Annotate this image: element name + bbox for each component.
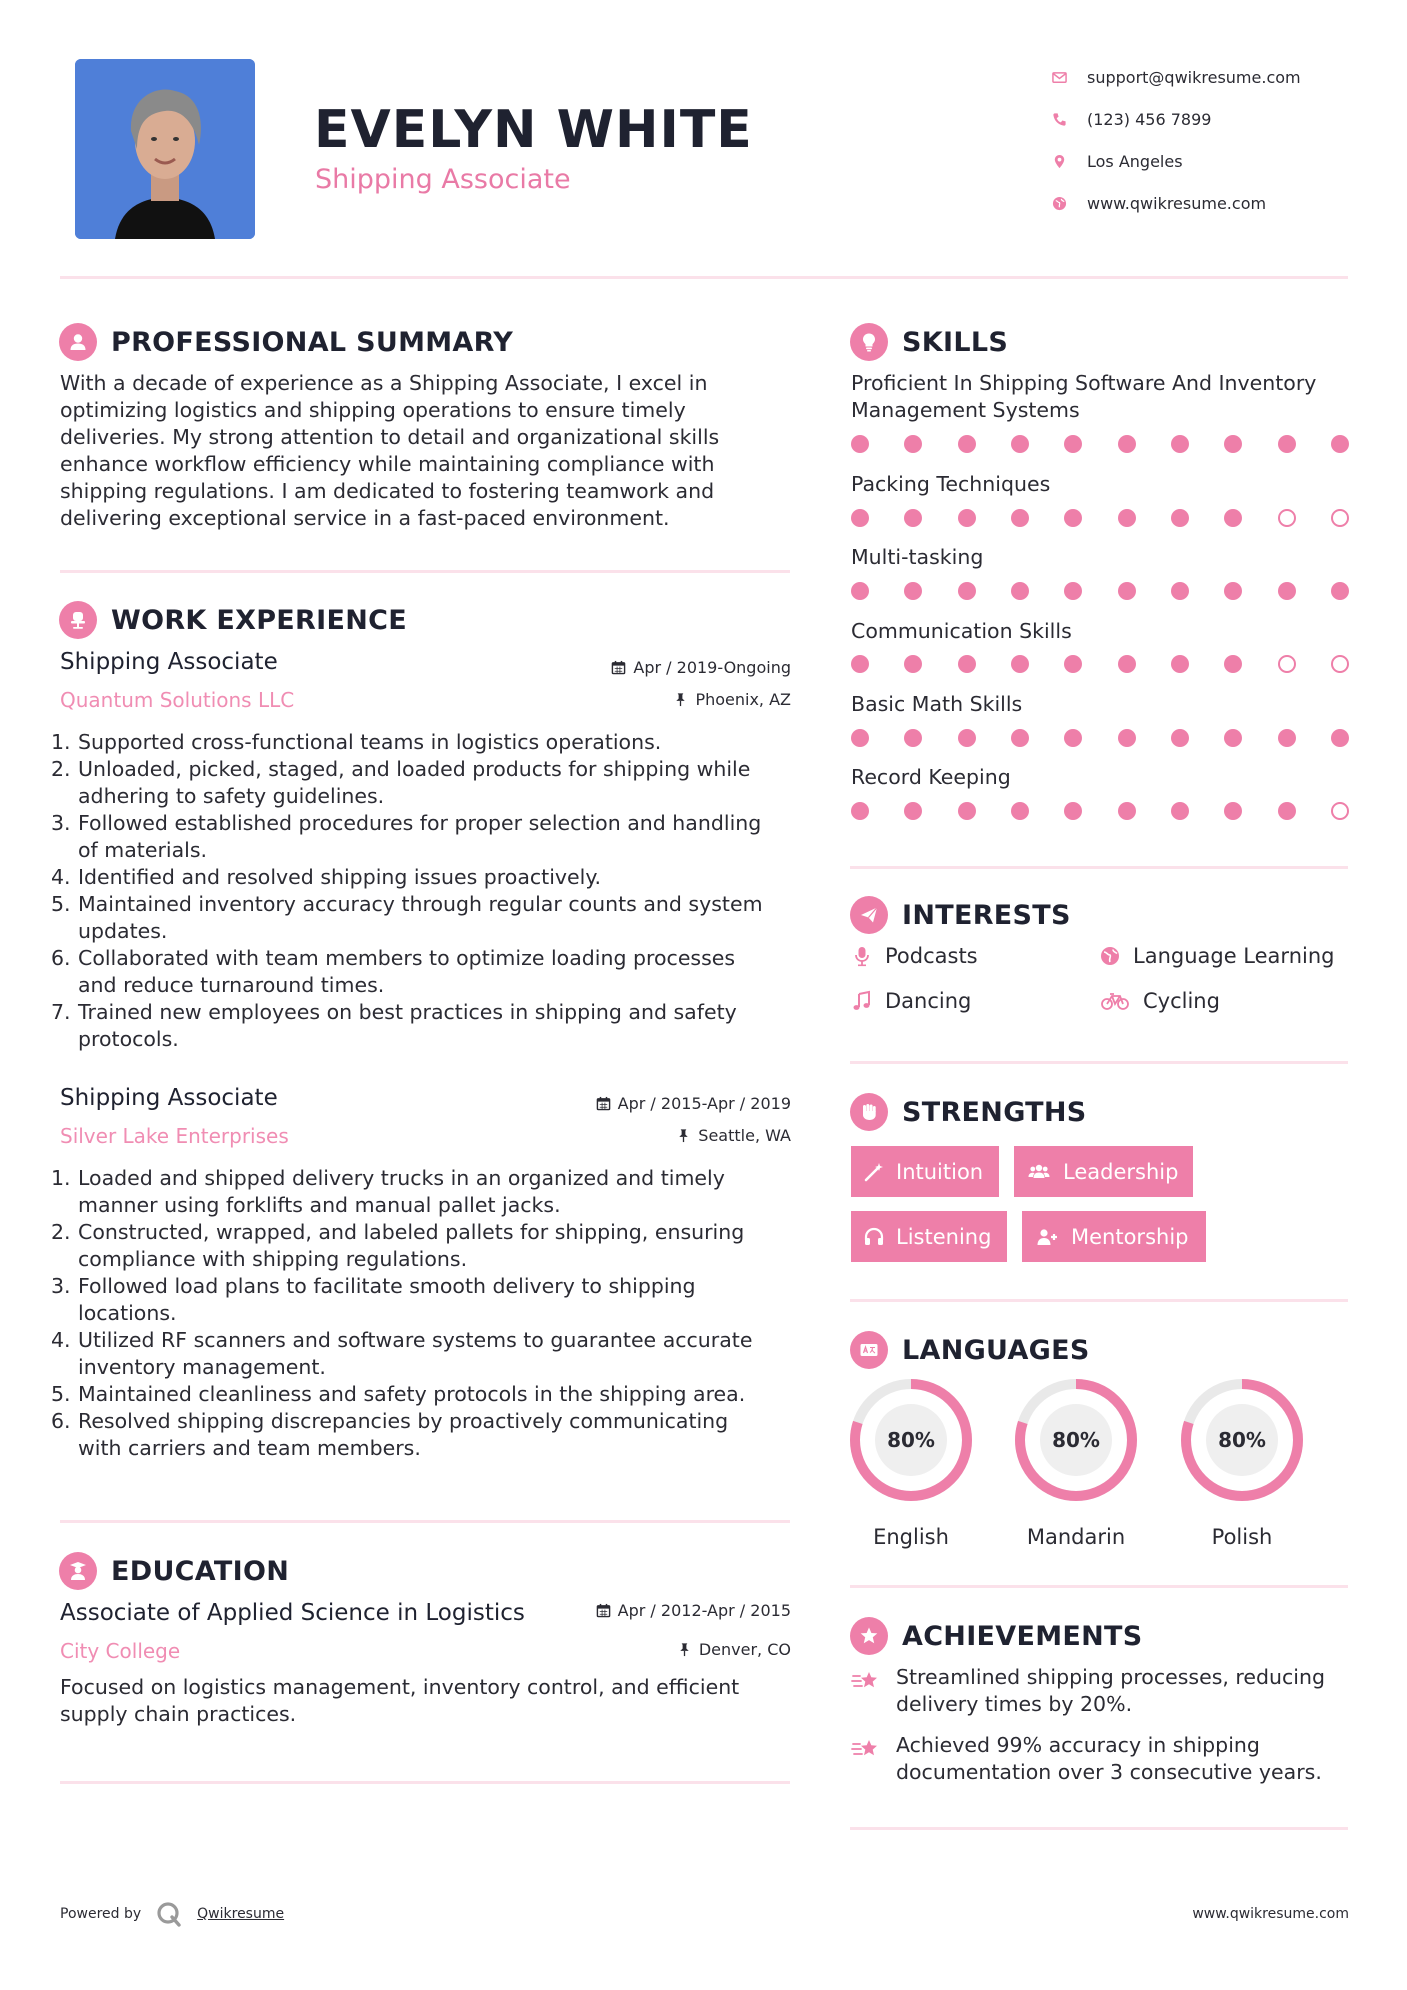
skill-rating — [851, 582, 1349, 600]
strengths-header — [850, 1093, 1087, 1131]
education-dates-text: Apr / 2012-Apr / 2015 — [617, 1601, 791, 1620]
summary-header — [59, 323, 513, 361]
language-item — [1014, 1378, 1138, 1549]
rating-dot-filled — [1224, 655, 1242, 673]
interest-item — [1099, 989, 1220, 1013]
rating-dot-filled — [1011, 509, 1029, 527]
rating-dot-filled — [1171, 582, 1189, 600]
summary-divider — [60, 570, 790, 573]
skill-name: Communication Skills — [851, 619, 1072, 643]
phone-icon — [1052, 111, 1087, 127]
rating-dot-filled — [1224, 582, 1242, 600]
contact-location — [1052, 140, 1382, 182]
globe-icon — [1099, 945, 1121, 967]
list-item: 4. Utilized RF scanners and software systems to guarantee accurate inventory management. — [51, 1328, 753, 1379]
language-item — [849, 1378, 973, 1549]
job-dates-text: Apr / 2019-Ongoing — [633, 658, 791, 677]
globe-icon — [1052, 195, 1087, 211]
language-name: Mandarin — [1026, 1525, 1126, 1549]
language-percent: 80% — [1052, 1428, 1100, 1452]
rating-dot-filled — [904, 802, 922, 820]
rating-dot-filled — [1064, 435, 1082, 453]
education-line: Focused on logistics management, inventory control, and efficient — [60, 1675, 740, 1699]
contact-list — [1052, 56, 1382, 224]
rating-dot-empty — [1278, 655, 1296, 673]
rating-dot-filled — [851, 655, 869, 673]
job-dates-text: Apr / 2015-Apr / 2019 — [617, 1094, 791, 1113]
school-name: City College — [60, 1639, 181, 1663]
calendar-icon — [596, 1603, 611, 1618]
job-location-text: Seattle, WA — [698, 1126, 791, 1145]
experience-header — [59, 601, 407, 639]
summary-line: delivering exceptional service in a fast-paced environment. — [60, 506, 670, 530]
skill-rating — [851, 435, 1349, 453]
experience-heading: WORK EXPERIENCE — [111, 604, 407, 636]
list-item: 5. Maintained inventory accuracy through regular counts and system updates. — [51, 892, 763, 943]
calendar-icon — [596, 1096, 611, 1111]
fist-icon — [850, 1093, 888, 1131]
rating-dot-filled — [1278, 802, 1296, 820]
rating-dot-filled — [851, 509, 869, 527]
rating-dot-filled — [958, 509, 976, 527]
rating-dot-filled — [1171, 435, 1189, 453]
skill-name: Multi-tasking — [851, 545, 984, 569]
job-title: Shipping Associate — [60, 649, 278, 675]
pin-icon — [673, 692, 688, 707]
job-company: Quantum Solutions LLC — [60, 688, 295, 712]
job-title: Shipping Associate — [60, 1085, 278, 1111]
rating-dot-filled — [851, 729, 869, 747]
rating-dot-filled — [1118, 509, 1136, 527]
microphone-icon — [851, 945, 873, 967]
interest-item — [1099, 944, 1334, 968]
rating-dot-filled — [904, 729, 922, 747]
skill-name: Packing Techniques — [851, 472, 1051, 496]
job-location-text: Phoenix, AZ — [695, 690, 791, 709]
language-name: English — [873, 1525, 949, 1549]
interests-divider — [850, 1061, 1348, 1064]
location-icon — [1052, 153, 1087, 169]
rating-dot-filled — [1064, 655, 1082, 673]
interests-heading: INTERESTS — [902, 899, 1071, 931]
summary-line: optimizing logistics and shipping operations to ensure timely — [60, 398, 686, 422]
rating-dot-filled — [1171, 655, 1189, 673]
shooting-star-icon — [851, 1734, 881, 1764]
languages-header — [850, 1331, 1090, 1369]
headphones-icon — [863, 1226, 885, 1248]
skills-divider — [850, 866, 1348, 869]
summary-line: shipping regulations. I am dedicated to fostering teamwork and — [60, 479, 715, 503]
skill-name: Record Keeping — [851, 765, 1011, 789]
footer-website[interactable]: www.qwikresume.com — [1192, 1906, 1349, 1922]
interest-label: Podcasts — [885, 944, 978, 968]
job-dates — [520, 1094, 791, 1113]
shooting-star-icon — [851, 1666, 881, 1696]
education-location-text: Denver, CO — [698, 1640, 791, 1659]
rating-dot-filled — [1011, 802, 1029, 820]
list-item: 6. Resolved shipping discrepancies by proactively communicating with carriers and team members. — [51, 1409, 729, 1460]
list-item: 1. Supported cross-functional teams in logistics operations. — [51, 730, 662, 754]
language-percent: 80% — [1218, 1428, 1266, 1452]
lightbulb-icon — [850, 323, 888, 361]
rating-dot-filled — [904, 509, 922, 527]
strength-badge — [851, 1146, 999, 1197]
magic-wand-icon — [863, 1161, 885, 1183]
rating-dot-filled — [1224, 509, 1242, 527]
achievements-heading: ACHIEVEMENTS — [902, 1620, 1143, 1652]
education-location — [520, 1640, 791, 1659]
rating-dot-filled — [1278, 435, 1296, 453]
rating-dot-filled — [1118, 729, 1136, 747]
job-location — [520, 690, 791, 709]
rating-dot-filled — [958, 802, 976, 820]
pin-icon — [676, 1128, 691, 1143]
achievement-item — [851, 1664, 1351, 1718]
rating-dot-filled — [1064, 582, 1082, 600]
achievement-item — [851, 1732, 1351, 1786]
achievement-text: Achieved 99% accuracy in shipping documentation over 3 consecutive years. — [896, 1733, 1322, 1784]
rating-dot-filled — [1331, 435, 1349, 453]
contact-location-text: Los Angeles — [1087, 151, 1183, 171]
rating-dot-empty — [1278, 509, 1296, 527]
contact-email-text: support@qwikresume.com — [1087, 67, 1301, 87]
language-card-icon — [850, 1331, 888, 1369]
chair-icon — [59, 601, 97, 639]
skill-rating — [851, 509, 1349, 527]
bicycle-icon — [1099, 990, 1131, 1012]
strength-label: Leadership — [1063, 1159, 1179, 1184]
summary-line: deliveries. My strong attention to detail and organizational skills — [60, 425, 720, 449]
rating-dot-filled — [1278, 582, 1296, 600]
rating-dot-filled — [904, 582, 922, 600]
rating-dot-filled — [1118, 435, 1136, 453]
rating-dot-filled — [1331, 582, 1349, 600]
header-divider — [60, 276, 1348, 279]
skill-rating — [851, 729, 1349, 747]
strength-label: Intuition — [896, 1159, 984, 1184]
rating-dot-filled — [1011, 729, 1029, 747]
rating-dot-filled — [1064, 802, 1082, 820]
summary-line: With a decade of experience as a Shipping Associate, I excel in — [60, 371, 708, 395]
strength-badge — [1014, 1146, 1193, 1197]
summary-line: enhance workflow efficiency while maintaining compliance with — [60, 452, 715, 476]
rating-dot-filled — [1011, 582, 1029, 600]
education-divider — [60, 1781, 790, 1784]
strength-label: Mentorship — [1071, 1224, 1189, 1249]
list-item: 3. Followed load plans to facilitate smooth delivery to shipping locations. — [51, 1274, 696, 1325]
contact-phone[interactable] — [1052, 98, 1382, 140]
job-company: Silver Lake Enterprises — [60, 1124, 289, 1148]
skill-rating — [851, 655, 1349, 673]
rating-dot-filled — [958, 582, 976, 600]
candidate-title: Shipping Associate — [315, 164, 571, 195]
interest-label: Dancing — [885, 989, 972, 1013]
degree-title: Associate of Applied Science in Logistics — [60, 1600, 525, 1626]
rating-dot-filled — [1171, 802, 1189, 820]
candidate-name: EVELYN WHITE — [314, 100, 753, 160]
strengths-divider — [850, 1299, 1348, 1302]
list-item: 3. Followed established procedures for proper selection and handling of materials. — [51, 811, 762, 862]
rating-dot-filled — [1118, 655, 1136, 673]
rating-dot-filled — [1171, 729, 1189, 747]
job-dates — [520, 658, 791, 677]
language-percent: 80% — [887, 1428, 935, 1452]
user-icon — [59, 323, 97, 361]
rating-dot-filled — [904, 435, 922, 453]
list-item: 2. Unloaded, picked, staged, and loaded products for shipping while adhering to safety guidelines. — [51, 757, 751, 808]
rating-dot-filled — [1331, 729, 1349, 747]
interest-item — [851, 944, 978, 968]
education-heading: EDUCATION — [111, 1555, 290, 1587]
strength-label: Listening — [896, 1224, 992, 1249]
achievements-header — [850, 1617, 1143, 1655]
rating-dot-filled — [1224, 802, 1242, 820]
rating-dot-filled — [1171, 509, 1189, 527]
pin-icon — [677, 1642, 692, 1657]
music-note-icon — [851, 990, 873, 1012]
skills-heading: SKILLS — [902, 326, 1009, 358]
job-bullets — [51, 729, 803, 1053]
rating-dot-empty — [1331, 655, 1349, 673]
email-icon — [1052, 69, 1087, 85]
rating-dot-filled — [1118, 802, 1136, 820]
interest-label: Cycling — [1143, 989, 1220, 1013]
job-location — [520, 1126, 791, 1145]
strength-badge — [1022, 1211, 1206, 1262]
rating-dot-filled — [1064, 509, 1082, 527]
rating-dot-filled — [1011, 655, 1029, 673]
list-item: 5. Maintained cleanliness and safety protocols in the shipping area. — [51, 1382, 746, 1406]
rating-dot-filled — [1118, 582, 1136, 600]
strength-badge — [851, 1211, 1007, 1262]
calendar-icon — [611, 660, 626, 675]
rating-dot-filled — [958, 729, 976, 747]
language-item — [1180, 1378, 1304, 1549]
list-item: 2. Constructed, wrapped, and labeled pallets for shipping, ensuring compliance with shipping regulations. — [51, 1220, 745, 1271]
education-line: supply chain practices. — [60, 1702, 297, 1726]
skills-header — [850, 323, 1008, 361]
contact-website-text: www.qwikresume.com — [1087, 193, 1267, 213]
achievements-divider — [850, 1827, 1348, 1830]
rating-dot-filled — [958, 655, 976, 673]
contact-email[interactable] — [1052, 56, 1382, 98]
languages-heading: LANGUAGES — [902, 1334, 1090, 1366]
summary-heading: PROFESSIONAL SUMMARY — [111, 326, 514, 358]
paper-plane-icon — [850, 896, 888, 934]
rating-dot-filled — [1224, 729, 1242, 747]
powered-by-label: Powered by — [60, 1906, 142, 1922]
rating-dot-filled — [851, 802, 869, 820]
education-header — [59, 1552, 289, 1590]
rating-dot-filled — [904, 655, 922, 673]
users-icon — [1026, 1161, 1052, 1183]
rating-dot-filled — [1224, 435, 1242, 453]
languages-divider — [850, 1585, 1348, 1588]
summary-text — [60, 370, 800, 532]
experience-divider — [60, 1520, 790, 1523]
footer-powered-by — [60, 1900, 284, 1928]
rating-dot-filled — [851, 435, 869, 453]
skill-name: Basic Math Skills — [851, 692, 1023, 716]
achievement-text: Streamlined shipping processes, reducing delivery times by 20%. — [896, 1665, 1325, 1716]
rating-dot-filled — [958, 435, 976, 453]
list-item: 7. Trained new employees on best practices in shipping and safety protocols. — [51, 1000, 737, 1051]
user-plus-icon — [1034, 1226, 1060, 1248]
rating-dot-filled — [1064, 729, 1082, 747]
star-badge-icon — [850, 1617, 888, 1655]
education-dates — [520, 1601, 791, 1620]
language-name: Polish — [1211, 1525, 1273, 1549]
skill-rating — [851, 802, 1349, 820]
profile-photo — [75, 59, 255, 239]
contact-phone-text: (123) 456 7899 — [1087, 109, 1212, 129]
rating-dot-filled — [1278, 729, 1296, 747]
job-bullets — [51, 1165, 803, 1462]
rating-dot-filled — [1011, 435, 1029, 453]
strengths-heading: STRENGTHS — [902, 1096, 1087, 1128]
list-item: 4. Identified and resolved shipping issues proactively. — [51, 865, 602, 889]
contact-website[interactable] — [1052, 182, 1382, 224]
list-item: 6. Collaborated with team members to optimize loading processes and reduce turnaround times. — [51, 946, 736, 997]
skill-name: Proficient In Shipping Software And Inventory Management Systems — [851, 371, 1317, 422]
graduate-icon — [59, 1552, 97, 1590]
rating-dot-empty — [1331, 509, 1349, 527]
qwikresume-logo-icon — [155, 1900, 183, 1928]
list-item: 1. Loaded and shipped delivery trucks in an organized and timely manner using forklifts and manual pallet jacks. — [51, 1166, 725, 1217]
rating-dot-empty — [1331, 802, 1349, 820]
qwikresume-link[interactable]: Qwikresume — [197, 1906, 285, 1922]
interest-item — [851, 989, 971, 1013]
rating-dot-filled — [851, 582, 869, 600]
education-description — [60, 1674, 800, 1728]
interests-header — [850, 896, 1071, 934]
interest-label: Language Learning — [1133, 944, 1335, 968]
